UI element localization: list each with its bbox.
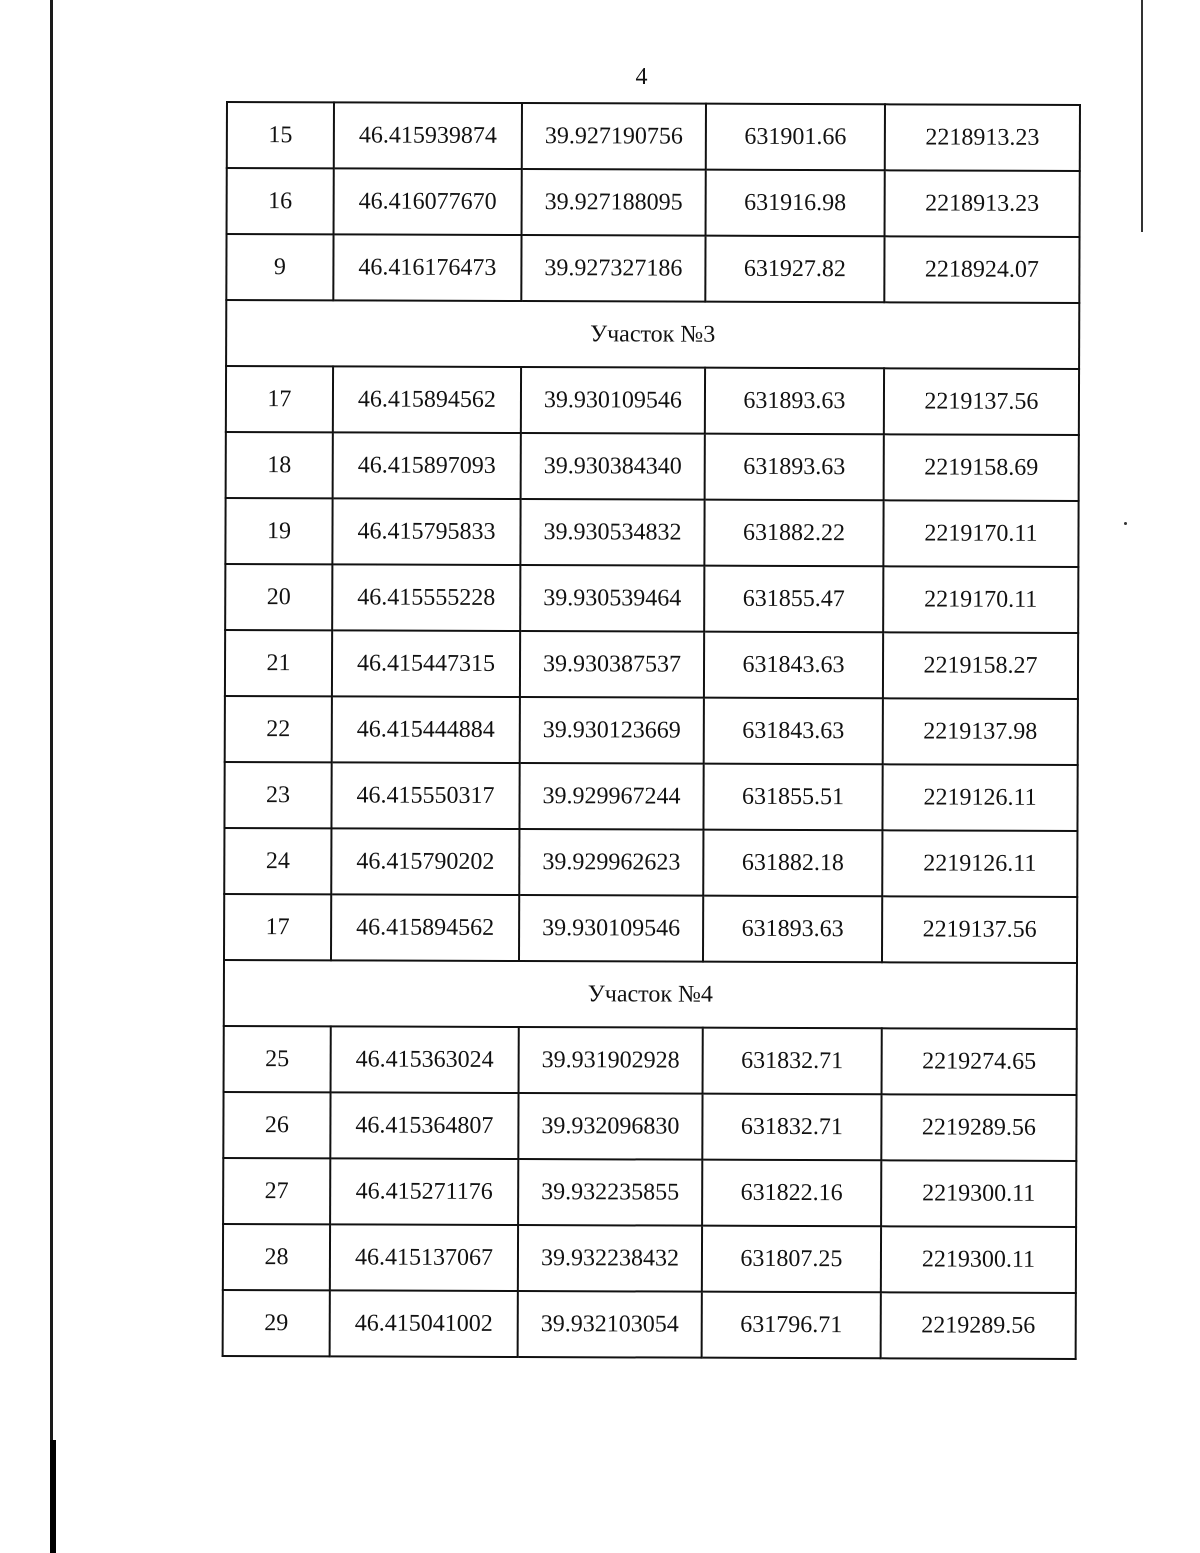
table-row	[225, 630, 1078, 699]
x-coordinate-cell: 631882.22	[704, 500, 883, 567]
longitude-cell: 39.932238432	[518, 1225, 702, 1292]
latitude-cell: 46.415137067	[330, 1224, 518, 1291]
point-number-cell: 17	[226, 366, 333, 432]
x-coordinate-cell: 631843.63	[704, 698, 883, 765]
y-coordinate-cell: 2219170.11	[883, 566, 1078, 633]
y-coordinate-cell: 2218924.07	[884, 236, 1079, 303]
table-row	[227, 168, 1080, 237]
point-number-cell: 26	[223, 1092, 330, 1158]
scan-edge-left-heavy	[50, 1440, 56, 1553]
x-coordinate-cell: 631855.51	[703, 764, 882, 831]
point-number-cell: 21	[225, 630, 332, 696]
longitude-cell: 39.927188095	[522, 169, 706, 236]
x-coordinate-cell: 631832.71	[702, 1094, 881, 1161]
y-coordinate-cell: 2219137.56	[884, 368, 1079, 435]
table-row	[225, 564, 1078, 633]
point-number-cell: 9	[226, 234, 333, 300]
longitude-cell: 39.930387537	[520, 631, 704, 698]
longitude-cell: 39.930109546	[519, 895, 703, 962]
longitude-cell: 39.930109546	[521, 367, 705, 434]
latitude-cell: 46.415041002	[330, 1290, 518, 1357]
y-coordinate-cell: 2219137.98	[883, 698, 1078, 765]
table-row	[224, 828, 1077, 897]
x-coordinate-cell: 631822.16	[702, 1160, 881, 1227]
point-number-cell: 16	[227, 168, 334, 234]
y-coordinate-cell: 2219289.56	[881, 1094, 1076, 1161]
y-coordinate-cell: 2219170.11	[883, 500, 1078, 567]
longitude-cell: 39.932096830	[518, 1093, 702, 1160]
longitude-cell: 39.932235855	[518, 1159, 702, 1226]
table-row	[225, 696, 1078, 765]
longitude-cell: 39.927190756	[522, 103, 706, 170]
x-coordinate-cell: 631855.47	[704, 566, 883, 633]
longitude-cell: 39.930384340	[521, 433, 705, 500]
latitude-cell: 46.416176473	[333, 234, 521, 301]
y-coordinate-cell: 2219126.11	[882, 764, 1077, 831]
scan-edge-left	[50, 0, 53, 1553]
x-coordinate-cell: 631832.71	[703, 1028, 882, 1095]
latitude-cell: 46.415447315	[332, 630, 520, 697]
x-coordinate-cell: 631916.98	[706, 170, 885, 237]
section-row	[224, 960, 1077, 1029]
longitude-cell: 39.927327186	[521, 235, 705, 302]
table-row	[227, 102, 1080, 171]
x-coordinate-cell: 631807.25	[702, 1226, 881, 1293]
y-coordinate-cell: 2219300.11	[881, 1160, 1076, 1227]
table-row	[226, 234, 1079, 303]
longitude-cell: 39.930539464	[520, 565, 704, 632]
y-coordinate-cell: 2219137.56	[882, 896, 1077, 963]
y-coordinate-cell: 2219126.11	[882, 830, 1077, 897]
latitude-cell: 46.415894562	[333, 366, 521, 433]
latitude-cell: 46.415364807	[330, 1092, 518, 1159]
point-number-cell: 25	[224, 1026, 331, 1092]
latitude-cell: 46.415795833	[332, 498, 520, 565]
scan-speck	[1124, 522, 1127, 525]
table-row	[226, 366, 1079, 435]
x-coordinate-cell: 631893.63	[705, 434, 884, 501]
latitude-cell: 46.415894562	[331, 894, 519, 961]
point-number-cell: 15	[227, 102, 334, 168]
latitude-cell: 46.415555228	[332, 564, 520, 631]
longitude-cell: 39.929967244	[519, 763, 703, 830]
coordinates-table	[222, 101, 1081, 1360]
y-coordinate-cell: 2219289.56	[881, 1292, 1076, 1359]
table-row	[223, 1290, 1076, 1359]
latitude-cell: 46.415444884	[332, 696, 520, 763]
latitude-cell: 46.416077670	[334, 168, 522, 235]
coordinates-table-body	[223, 102, 1080, 1359]
point-number-cell: 28	[223, 1224, 330, 1290]
point-number-cell: 20	[225, 564, 332, 630]
x-coordinate-cell: 631893.63	[703, 896, 882, 963]
point-number-cell: 24	[224, 828, 331, 894]
table-row	[224, 894, 1077, 963]
latitude-cell: 46.415939874	[334, 102, 522, 169]
longitude-cell: 39.930123669	[520, 697, 704, 764]
table-row	[224, 762, 1077, 831]
latitude-cell: 46.415897093	[333, 432, 521, 499]
table-row	[223, 1092, 1076, 1161]
point-number-cell: 23	[224, 762, 331, 828]
x-coordinate-cell: 631901.66	[706, 104, 885, 171]
latitude-cell: 46.415550317	[331, 762, 519, 829]
table-row	[223, 1224, 1076, 1293]
x-coordinate-cell: 631843.63	[704, 632, 883, 699]
point-number-cell: 22	[225, 696, 332, 762]
section-title: Участок №4	[224, 960, 1077, 1029]
point-number-cell: 19	[225, 498, 332, 564]
x-coordinate-cell: 631927.82	[705, 236, 884, 303]
scan-edge-right	[1141, 0, 1143, 232]
longitude-cell: 39.929962623	[519, 829, 703, 896]
x-coordinate-cell: 631893.63	[705, 368, 884, 435]
table-row	[223, 1158, 1076, 1227]
longitude-cell: 39.931902928	[519, 1027, 703, 1094]
y-coordinate-cell: 2218913.23	[885, 170, 1080, 237]
y-coordinate-cell: 2219158.27	[883, 632, 1078, 699]
latitude-cell: 46.415363024	[331, 1026, 519, 1093]
point-number-cell: 18	[226, 432, 333, 498]
x-coordinate-cell: 631796.71	[702, 1292, 881, 1359]
point-number-cell: 29	[223, 1290, 330, 1356]
longitude-cell: 39.930534832	[520, 499, 704, 566]
table-row	[225, 498, 1078, 567]
table-row	[226, 432, 1079, 501]
y-coordinate-cell: 2219274.65	[882, 1028, 1077, 1095]
section-title: Участок №3	[226, 300, 1079, 369]
latitude-cell: 46.415790202	[331, 828, 519, 895]
y-coordinate-cell: 2218913.23	[885, 104, 1080, 171]
point-number-cell: 17	[224, 894, 331, 960]
y-coordinate-cell: 2219158.69	[884, 434, 1079, 501]
table-row	[224, 1026, 1077, 1095]
y-coordinate-cell: 2219300.11	[881, 1226, 1076, 1293]
page-number: 4	[635, 64, 648, 90]
point-number-cell: 27	[223, 1158, 330, 1224]
latitude-cell: 46.415271176	[330, 1158, 518, 1225]
x-coordinate-cell: 631882.18	[703, 830, 882, 897]
longitude-cell: 39.932103054	[518, 1291, 702, 1358]
section-row	[226, 300, 1079, 369]
